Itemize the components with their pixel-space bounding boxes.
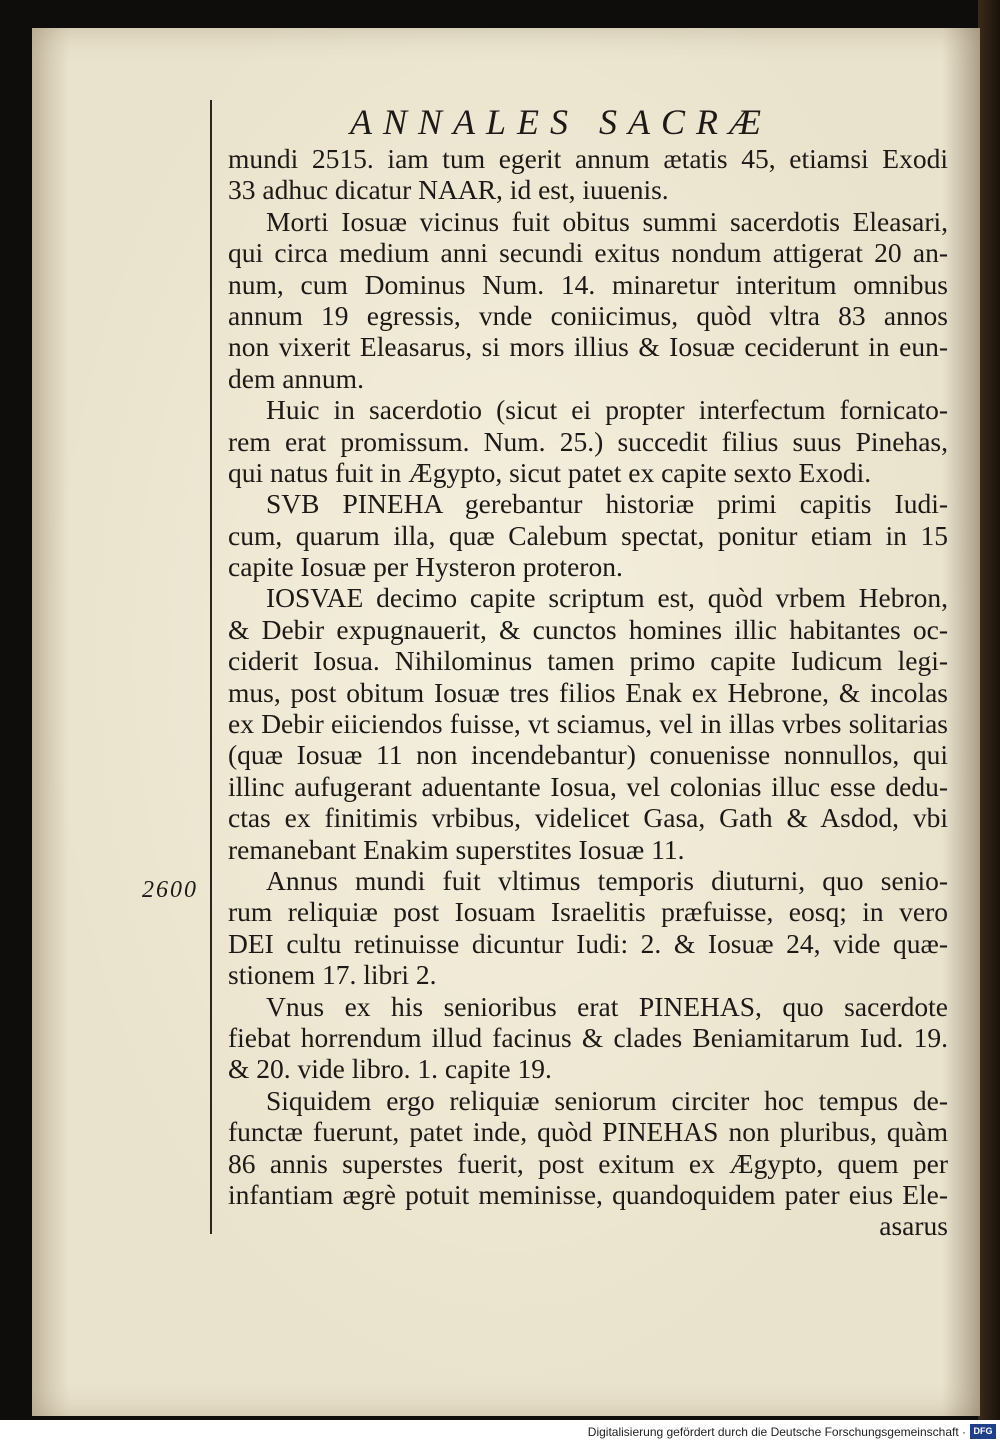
footer-bar <box>0 1420 1000 1444</box>
text-line: Morti Iosuæ vicinus fuit obitus summi sacerdotis Eleasari, <box>266 205 948 237</box>
text-line: num, cum Dominus Num. 14. minaretur interitum omnibus <box>228 268 948 300</box>
text-line: remanebant Enakim superstites Iosuæ 11. <box>228 833 685 865</box>
text-line: cum, quarum illa, quæ Calebum spectat, ponitur etiam in 15 <box>228 519 948 551</box>
running-head: ANNALES SACRÆ <box>350 102 773 142</box>
text-line: functæ fuerunt, patet inde, quòd PINEHAS non pluribus, quàm <box>228 1116 948 1148</box>
text-line: IOSVAE decimo capite scriptum est, quòd vrbem Hebron, <box>266 582 948 614</box>
text-line: (quæ Iosuæ 11 non incendebantur) conuenisse nonnullos, qui <box>228 739 948 771</box>
body-text <box>228 143 948 1242</box>
text-line: ex Debir eiiciendos fuisse, vt sciamus, vel in illas vrbes solitarias <box>228 708 948 740</box>
text-line: ctas ex finitimis vrbibus, videlicet Gasa, Gath & Asdod, vbi <box>228 802 948 834</box>
text-line: stionem 17. libri 2. <box>228 959 437 991</box>
text-line: mundi 2515. iam tum egerit annum ætatis 45, etiamsi Exodi <box>228 143 948 174</box>
text-line: asarus <box>879 1210 948 1242</box>
text-line: ciderit Iosua. Nihilominus tamen primo capite Iudicum legi- <box>228 645 948 677</box>
text-line: capite Iosuæ per Hysteron proteron. <box>228 551 623 583</box>
text-line: fiebat horrendum illud facinus & clades Beniamitarum Iud. 19. <box>228 1021 948 1053</box>
text-line: illinc aufugerant aduentante Iosua, vel colonias illuc esse dedu- <box>228 770 948 802</box>
text-line: & Debir expugnauerit, & cunctos homines illic habitantes oc- <box>228 613 948 645</box>
text-line: rem erat promissum. Num. 25.) succedit filius suus Pinehas, <box>228 425 948 457</box>
margin-rule <box>210 100 212 1234</box>
book-binding-edge <box>978 0 1000 1420</box>
text-line: Vnus ex his senioribus erat PINEHAS, quo sacerdote <box>266 990 948 1022</box>
text-line: annum 19 egressis, vnde coniicimus, quòd vltra 83 annos <box>228 299 948 331</box>
text-line: rum reliquiæ post Iosuam Israelitis præfuisse, eosq; in vero <box>228 896 948 928</box>
text-line: qui natus fuit in Ægypto, sicut patet ex capite sexto Exodi. <box>228 456 872 488</box>
margin-year-note: 2600 <box>142 877 198 903</box>
text-line: infantiam ægrè potuit meminisse, quandoquidem pater eius Ele- <box>228 1178 948 1210</box>
text-line: Annus mundi fuit vltimus temporis diuturni, quo senio- <box>266 864 948 896</box>
text-line: & 20. vide libro. 1. capite 19. <box>228 1053 552 1085</box>
dfg-logo-icon: DFG <box>970 1424 996 1439</box>
text-line: non vixerit Eleasarus, si mors illius & Iosuæ ceciderunt in eun- <box>228 331 948 363</box>
text-line: DEI cultu retinuisse dicuntur Iudi: 2. & Iosuæ 24, vide quæ- <box>228 927 948 959</box>
footer-credit: Digitalisierung gefördert durch die Deutsche Forschungsgemeinschaft · <box>587 1425 966 1439</box>
text-line: SVB PINEHA gerebantur historiæ primi capitis Iudi- <box>266 488 948 520</box>
text-line: 86 annis superstes fuerit, post exitum ex Ægypto, quem per <box>228 1147 948 1179</box>
text-line: Huic in sacerdotio (sicut ei propter interfectum fornicato- <box>266 394 948 426</box>
text-line: 33 adhuc dicatur NAAR, id est, iuuenis. <box>228 174 669 206</box>
text-line: Siquidem ergo reliquiæ seniorum circiter hoc tempus de- <box>266 1084 948 1116</box>
text-line: qui circa medium anni secundi exitus nondum attigerat 20 an- <box>228 237 948 269</box>
text-line: dem annum. <box>228 362 364 394</box>
text-line: mus, post obitum Iosuæ tres filios Enak ex Hebrone, & incolas <box>228 676 948 708</box>
